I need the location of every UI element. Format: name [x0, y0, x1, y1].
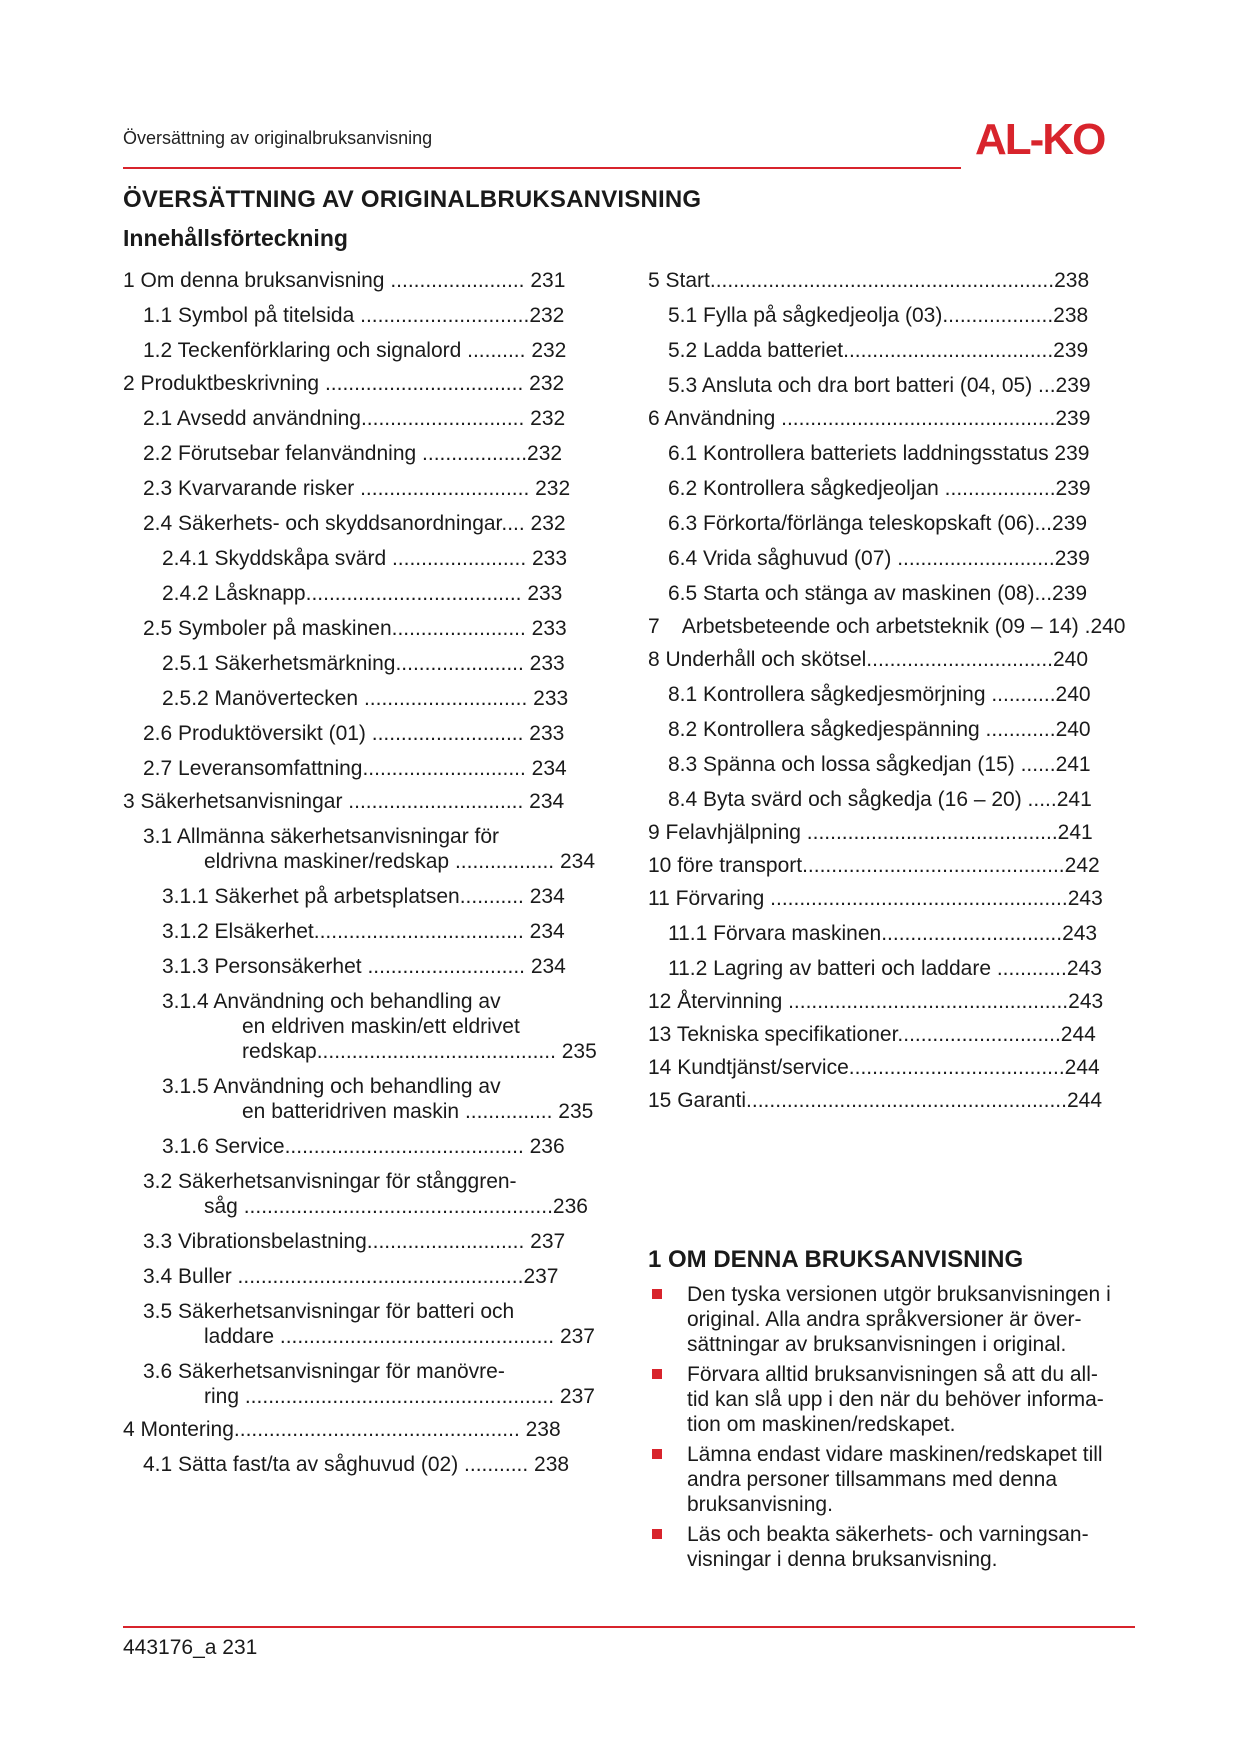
toc-entry-text: 2.5.2 Manövertecken ............................ 233 — [162, 687, 569, 710]
toc-entry-text: 8 Underhåll och skötsel................................240 — [648, 648, 1089, 671]
toc-entry-text: 6.4 Vrida såghuvud (07) ...........................239 — [668, 547, 1090, 570]
toc-entry-text: 6.2 Kontrollera sågkedjeoljan ...................239 — [668, 477, 1091, 500]
page-title: ÖVERSÄTTNING AV ORIGINALBRUKSANVISNING — [123, 186, 702, 213]
toc-entry[interactable] — [648, 268, 1138, 293]
toc-entry[interactable] — [123, 1134, 623, 1159]
toc-entry-text: 3.2 Säkerhetsanvisningar för stånggren- — [143, 1170, 517, 1193]
toc-entry-text: 2.4 Säkerhets- och skyddsanordningar.... 232 — [143, 512, 566, 535]
bullet-text: andra personer tillsammans med denna — [687, 1468, 1058, 1491]
toc-entry-text: 4 Montering................................................. 238 — [123, 1418, 561, 1441]
section-1-bullets — [648, 1282, 1138, 1577]
toc-entry-text: 2.1 Avsedd användning............................ 232 — [143, 407, 566, 430]
bullet-text: Den tyska versionen utgör bruksanvisningen i — [687, 1283, 1111, 1306]
toc-entry-text: redskap......................................... 235 — [242, 1040, 597, 1063]
toc-entry-text: 8.1 Kontrollera sågkedjesmörjning ...........240 — [668, 683, 1091, 706]
toc-entry-text: 8.4 Byta svärd och sågkedja (16 – 20) .....241 — [668, 788, 1092, 811]
toc-entry-text: 3.1.4 Användning och behandling av — [162, 990, 501, 1013]
toc-entry-text: 5 Start...........................................................238 — [648, 269, 1090, 292]
toc-entry[interactable] — [123, 1169, 623, 1219]
toc-entry[interactable] — [648, 373, 1138, 398]
bullet-text: tion om maskinen/redskapet. — [687, 1413, 956, 1436]
toc-entry[interactable] — [648, 787, 1138, 812]
toc-entry-text: 3.1 Allmänna säkerhetsanvisningar för — [143, 825, 500, 848]
bullet-text: Förvara alltid bruksanvisningen så att du all- — [687, 1363, 1098, 1386]
list-item — [648, 1442, 1138, 1517]
toc-entry[interactable] — [123, 1359, 623, 1409]
toc-entry[interactable] — [648, 717, 1138, 742]
toc-entry-text: 5.3 Ansluta och dra bort batteri (04, 05) ...239 — [668, 374, 1091, 397]
toc-entry[interactable] — [648, 476, 1138, 501]
bullet-text: original. Alla andra språkversioner är över- — [687, 1308, 1082, 1331]
bullet-square-icon — [652, 1449, 662, 1459]
toc-entry-text: 3.1.3 Personsäkerhet ........................... 234 — [162, 955, 566, 978]
toc-entry-text: 9 Felavhjälpning ...........................................241 — [648, 821, 1093, 844]
toc-right-column — [648, 268, 1138, 1113]
toc-entry-text: 5.1 Fylla på sågkedjeolja (03)...................238 — [668, 304, 1089, 327]
toc-entry[interactable] — [648, 989, 1138, 1014]
toc-entry[interactable] — [648, 853, 1138, 878]
toc-entry[interactable] — [123, 1264, 623, 1289]
toc-entry[interactable] — [123, 1074, 623, 1124]
toc-entry[interactable] — [123, 789, 623, 814]
toc-entry-text: 2 Produktbeskrivning .................................. 232 — [123, 372, 565, 395]
toc-entry-text: 14 Kundtjänst/service.....................................244 — [648, 1056, 1100, 1079]
toc-entry[interactable] — [648, 682, 1138, 707]
toc-entry-text: en batteridriven maskin ............... 235 — [242, 1100, 594, 1123]
alko-logo — [975, 116, 1135, 160]
toc-entry-text: 4.1 Sätta fast/ta av såghuvud (02) ........... 238 — [143, 1453, 570, 1476]
toc-entry-text: 6.3 Förkorta/förlänga teleskopskaft (06)...239 — [668, 512, 1088, 535]
toc-entry[interactable] — [123, 884, 623, 909]
toc-entry[interactable] — [123, 919, 623, 944]
footer-page-ref: 443176_a 231 — [123, 1636, 258, 1659]
toc-entry-text: ring ..................................................... 237 — [204, 1385, 595, 1408]
toc-entry[interactable] — [648, 546, 1138, 571]
toc-entry-text: 3.3 Vibrationsbelastning........................... 237 — [143, 1230, 566, 1253]
bullet-square-icon — [652, 1529, 662, 1539]
toc-entry[interactable] — [123, 756, 623, 781]
list-item — [648, 1282, 1138, 1357]
toc-entry-text: 2.6 Produktöversikt (01) .......................... 233 — [143, 722, 565, 745]
toc-entry[interactable] — [123, 511, 623, 536]
toc-entry-text: 10 före transport.............................................242 — [648, 854, 1100, 877]
toc-entry[interactable] — [648, 581, 1138, 606]
toc-entry[interactable] — [648, 752, 1138, 777]
toc-entry-text: 1.2 Teckenförklaring och signalord .......... 232 — [143, 339, 567, 362]
bullet-text: bruksanvisning. — [687, 1493, 833, 1516]
toc-entry-text: 2.5.1 Säkerhetsmärkning...................... 233 — [162, 652, 565, 675]
toc-entry[interactable] — [123, 303, 623, 328]
toc-entry[interactable] — [123, 1299, 623, 1349]
toc-entry[interactable] — [123, 824, 623, 874]
toc-entry-text: 2.4.2 Låsknapp..................................... 233 — [162, 582, 563, 605]
toc-entry[interactable] — [123, 989, 623, 1064]
toc-heading: Innehållsförteckning — [123, 225, 348, 251]
toc-entry-text: 2.7 Leveransomfattning............................ 234 — [143, 757, 567, 780]
toc-entry-text: 5.2 Ladda batteriet....................................239 — [668, 339, 1089, 362]
list-item — [648, 1362, 1138, 1437]
toc-entry[interactable] — [123, 954, 623, 979]
toc-entry[interactable] — [648, 886, 1138, 911]
toc-entry-text: 1.1 Symbol på titelsida .............................232 — [143, 304, 565, 327]
toc-entry-text: 7 Arbetsbeteende och arbetsteknik (09 – 14) .240 — [648, 615, 1126, 638]
toc-entry-text: 1 Om denna bruksanvisning ....................... 231 — [123, 269, 566, 292]
toc-entry-text: 2.2 Förutsebar felanvändning ..................232 — [143, 442, 563, 465]
list-item — [648, 1522, 1138, 1572]
toc-entry-text: en eldriven maskin/ett eldrivet — [242, 1015, 520, 1038]
toc-entry[interactable] — [648, 511, 1138, 536]
toc-entry-text: 8.2 Kontrollera sågkedjespänning ............240 — [668, 718, 1091, 741]
toc-entry[interactable] — [648, 820, 1138, 845]
toc-entry[interactable] — [123, 1452, 623, 1477]
toc-entry-text: 2.4.1 Skyddskåpa svärd ....................... 233 — [162, 547, 568, 570]
footer-rule — [123, 1626, 1135, 1628]
toc-entry[interactable] — [648, 406, 1138, 431]
toc-entry-text: 12 Återvinning ................................................243 — [648, 990, 1104, 1013]
bullet-text: Läs och beakta säkerhets- och varningsan- — [687, 1523, 1089, 1546]
bullet-text: visningar i denna bruksanvisning. — [687, 1548, 998, 1571]
toc-entry-text: 6.5 Starta och stänga av maskinen (08)...239 — [668, 582, 1088, 605]
toc-entry[interactable] — [123, 1229, 623, 1254]
toc-entry[interactable] — [648, 303, 1138, 328]
toc-entry-text: 11.2 Lagring av batteri och laddare ............243 — [668, 957, 1102, 980]
toc-entry[interactable] — [123, 441, 623, 466]
toc-entry-text: 8.3 Spänna och lossa sågkedjan (15) ......241 — [668, 753, 1091, 776]
toc-entry-text: 11 Förvaring ...................................................243 — [648, 887, 1103, 910]
toc-entry-text: 3.1.6 Service......................................... 236 — [162, 1135, 565, 1158]
toc-entry[interactable] — [648, 647, 1138, 672]
toc-entry[interactable] — [123, 371, 623, 396]
bullet-square-icon — [652, 1369, 662, 1379]
toc-entry-text: 15 Garanti.......................................................244 — [648, 1089, 1102, 1112]
header-rule — [123, 167, 961, 169]
toc-entry-text: 3.4 Buller .................................................237 — [143, 1265, 559, 1288]
toc-entry[interactable] — [123, 476, 623, 501]
running-header: Översättning av originalbruksanvisning — [123, 128, 433, 148]
toc-entry-text: 3 Säkerhetsanvisningar .............................. 234 — [123, 790, 565, 813]
toc-entry[interactable] — [123, 581, 623, 606]
toc-entry[interactable] — [123, 686, 623, 711]
toc-entry[interactable] — [648, 338, 1138, 363]
toc-entry[interactable] — [123, 651, 623, 676]
toc-entry[interactable] — [648, 614, 1138, 639]
toc-left-column — [123, 268, 623, 1477]
toc-entry[interactable] — [123, 546, 623, 571]
toc-entry-text: 11.1 Förvara maskinen...............................243 — [668, 922, 1098, 945]
toc-entry-text: 3.5 Säkerhetsanvisningar för batteri och — [143, 1300, 515, 1323]
toc-entry-text: laddare ............................................... 237 — [204, 1325, 595, 1348]
bullet-square-icon — [652, 1289, 662, 1299]
bullet-text: Lämna endast vidare maskinen/redskapet till — [687, 1443, 1103, 1466]
toc-entry-text: 6 Användning ...............................................239 — [648, 407, 1091, 430]
toc-entry-text: 3.6 Säkerhetsanvisningar för manövre- — [143, 1360, 505, 1383]
section-1-heading: 1 OM DENNA BRUKSANVISNING — [648, 1246, 1024, 1273]
toc-entry-text: eldrivna maskiner/redskap ................. 234 — [204, 850, 596, 873]
toc-entry-text: 3.1.1 Säkerhet på arbetsplatsen........... 234 — [162, 885, 565, 908]
toc-entry-text: 2.5 Symboler på maskinen....................... 233 — [143, 617, 567, 640]
toc-entry-text: 3.1.2 Elsäkerhet.................................... 234 — [162, 920, 565, 943]
toc-entry[interactable] — [123, 338, 623, 363]
toc-entry[interactable] — [648, 1022, 1138, 1047]
toc-entry[interactable] — [123, 721, 623, 746]
toc-entry-text: 13 Tekniska specifikationer............................244 — [648, 1023, 1096, 1046]
svg-text:AL-KO: AL-KO — [975, 116, 1105, 160]
toc-entry[interactable] — [123, 406, 623, 431]
toc-entry[interactable] — [648, 1055, 1138, 1080]
toc-entry[interactable] — [648, 956, 1138, 981]
toc-entry-text: 3.1.5 Användning och behandling av — [162, 1075, 501, 1098]
toc-entry[interactable] — [648, 1088, 1138, 1113]
toc-entry[interactable] — [648, 921, 1138, 946]
toc-entry[interactable] — [123, 616, 623, 641]
toc-entry[interactable] — [648, 441, 1138, 466]
bullet-text: tid kan slå upp i den när du behöver informa- — [687, 1388, 1104, 1411]
bullet-text: sättningar av bruksanvisningen i original. — [687, 1333, 1067, 1356]
toc-entry-text: såg .....................................................236 — [204, 1195, 588, 1218]
toc-entry-text: 2.3 Kvarvarande risker ............................. 232 — [143, 477, 571, 500]
toc-entry[interactable] — [123, 268, 623, 293]
toc-entry-text: 6.1 Kontrollera batteriets laddningsstatus 239 — [668, 442, 1090, 465]
toc-entry[interactable] — [123, 1417, 623, 1442]
